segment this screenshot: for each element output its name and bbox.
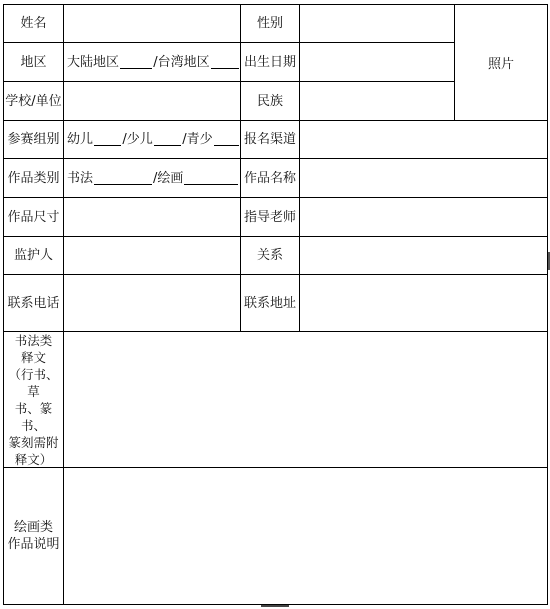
ethnicity-field[interactable] — [300, 82, 454, 120]
size-field[interactable] — [64, 198, 240, 236]
blank-underline — [94, 133, 121, 146]
work-title-field[interactable] — [300, 159, 547, 197]
photo-label: 照片 — [487, 57, 514, 72]
address-field[interactable] — [300, 275, 547, 331]
calligraphy-label-line: （行书、草 — [8, 366, 59, 399]
painting-label-line: 绘画类 — [13, 520, 53, 535]
label-birthdate: 出生日期 — [243, 54, 296, 70]
label-teacher: 指导老师 — [243, 209, 296, 225]
label-ethnicity: 民族 — [256, 93, 283, 109]
calligraphy-label-line: 书、篆书、 — [14, 400, 53, 433]
label-painting-description — [4, 468, 63, 604]
relation-field[interactable] — [300, 237, 547, 274]
blank-underline — [211, 56, 239, 69]
photo-box[interactable] — [455, 5, 547, 120]
group-option-youth[interactable]: /青少 — [182, 132, 213, 147]
label-address: 联系地址 — [243, 295, 296, 311]
blank-underline — [94, 172, 152, 185]
guardian-field[interactable] — [64, 237, 240, 274]
name-field[interactable] — [64, 5, 240, 42]
label-relation: 关系 — [256, 248, 283, 263]
page-bottom-mark — [261, 605, 289, 607]
category-option-painting[interactable]: /绘画 — [153, 170, 184, 186]
blank-underline — [154, 133, 181, 146]
painting-description-field[interactable] — [64, 468, 547, 604]
teacher-field[interactable] — [300, 198, 547, 236]
region-option-mainland[interactable]: 大陆地区 — [67, 54, 120, 70]
calligraphy-label-line: 释文） — [14, 451, 53, 467]
phone-field[interactable] — [64, 275, 240, 331]
label-work-title: 作品名称 — [243, 170, 296, 186]
blank-underline — [184, 172, 238, 185]
rule — [547, 4, 548, 605]
label-name: 姓名 — [20, 16, 47, 31]
calligraphy-label-line: 篆刻需附 — [8, 434, 59, 450]
label-gender: 性别 — [256, 16, 283, 31]
label-calligraphy-transcription — [4, 332, 63, 467]
label-category: 作品类别 — [7, 170, 60, 186]
painting-label-line: 作品说明 — [7, 537, 60, 552]
region-option-taiwan[interactable]: /台湾地区 — [153, 54, 210, 70]
category-options[interactable] — [64, 159, 240, 197]
calligraphy-label-line: 书法类 — [14, 332, 53, 348]
region-options[interactable] — [64, 43, 240, 81]
birthdate-field[interactable] — [300, 43, 454, 81]
label-channel: 报名渠道 — [243, 132, 296, 147]
school-field[interactable] — [64, 82, 240, 120]
label-guardian: 监护人 — [13, 248, 53, 263]
label-size: 作品尺寸 — [7, 209, 60, 225]
blank-underline — [214, 133, 239, 146]
gender-field[interactable] — [300, 5, 454, 42]
label-phone: 联系电话 — [7, 295, 60, 311]
label-region: 地区 — [20, 54, 47, 70]
label-school: 学校/单位 — [5, 93, 62, 109]
channel-field[interactable] — [300, 121, 547, 158]
calligraphy-label-line: 释文 — [20, 349, 46, 365]
label-group: 参赛组别 — [7, 132, 60, 147]
group-option-toddler[interactable]: 幼儿 — [67, 132, 94, 147]
calligraphy-transcription-field[interactable] — [64, 332, 547, 467]
category-option-calligraphy[interactable]: 书法 — [67, 170, 94, 186]
group-option-child[interactable]: /少儿 — [122, 132, 153, 147]
group-options[interactable] — [64, 121, 240, 158]
blank-underline — [120, 56, 152, 69]
